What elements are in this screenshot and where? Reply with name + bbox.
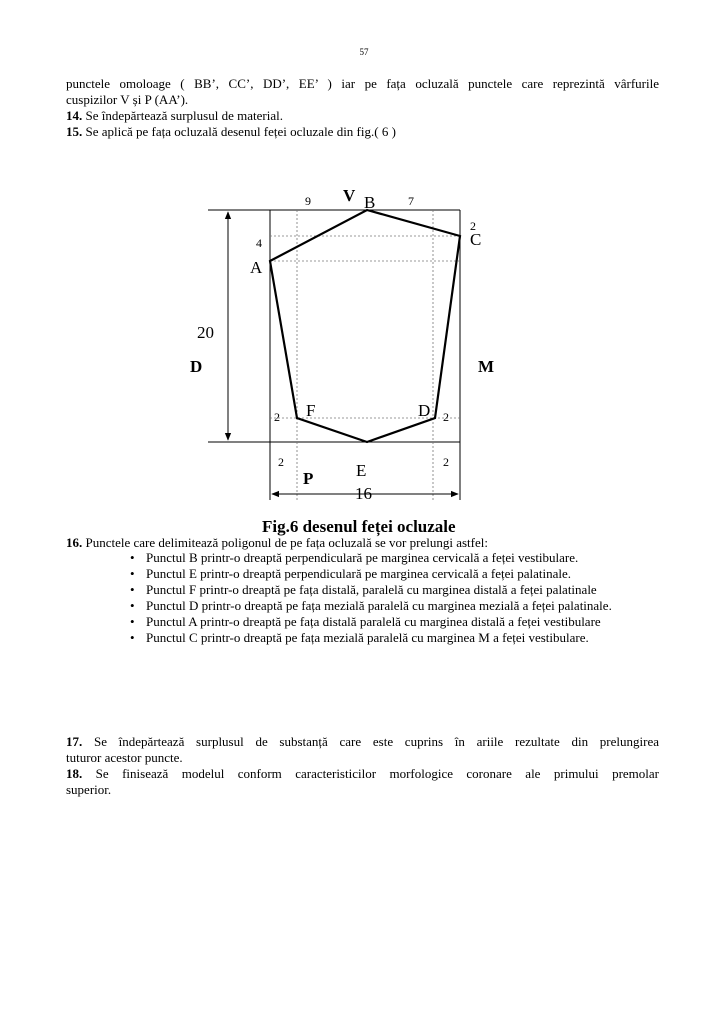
bullet-icon: • [130,550,135,565]
list-item-text: Punctul C printr-o dreaptă pe fața mezială paralelă cu marginea M a feței vestibulare. [146,630,589,645]
occlusal-polygon [270,210,460,442]
list-item [130,550,659,566]
bullet-icon: • [130,598,135,613]
bullet-icon: • [130,630,135,645]
page-number: 57 [359,47,369,57]
intro-line-1: punctele omoloage ( BB’, CC’, DD’, EE’ ) iar pe fața ocluzală punctele care reprezintă vârfurile [66,76,659,91]
label-B: B [364,193,376,212]
label-C: C [470,230,482,249]
label-2-d: 2 [443,410,449,424]
label-A: A [250,258,263,277]
label-16: 16 [355,484,372,503]
list-item [130,566,659,582]
step-16 [66,535,659,551]
label-E: E [356,461,367,480]
label-V: V [343,186,356,205]
step-16-text: Punctele care delimitează poligonul de pe fața ocluzală se vor prelungi astfel: [82,535,488,550]
label-20: 20 [197,323,214,342]
bullet-icon: • [130,566,135,581]
step-18-text: Se finisează modelul conform caracteristicilor morfologice coronare ale primului premolar [82,766,659,781]
step-15-text: Se aplică pe fața ocluzală desenul feței ocluzale din fig.( 6 ) [82,124,396,139]
label-2-f: 2 [274,410,280,424]
list-item [130,630,659,646]
step-17-number: 17. [66,734,83,749]
step-17 [66,734,659,766]
step-16-bullet-list [130,550,659,646]
step-18 [66,766,659,798]
list-item-text: Punctul E printr-o dreaptă perpendiculară pe marginea cervicală a feței palatinale. [146,566,572,581]
list-item-text: Punctul F printr-o dreaptă pe fața distală, paralelă cu marginea distală a feței palatinale [146,582,597,597]
step-15-number: 15. [66,124,83,139]
list-item-text: Punctul A printr-o dreaptă pe fața distală paralelă cu marginea distală a feței vestibulare [146,614,601,629]
figure-caption: Fig.6 desenul feței ocluzale [262,517,456,536]
step-17-line-1 [66,734,659,750]
step-14-number: 14. [66,108,83,123]
step-17-line-2: tuturor acestor puncte. [66,750,183,765]
label-M-side: M [478,357,495,376]
bullet-icon: • [130,582,135,597]
label-F: F [306,401,316,420]
list-item [130,598,659,614]
label-4: 4 [256,236,262,250]
label-P-side: P [303,469,314,488]
bullet-icon: • [130,614,135,629]
label-7: 7 [408,194,414,208]
construction-lines [270,210,460,500]
step-18-line-1 [66,766,659,782]
list-item-text: Punctul B printr-o dreaptă perpendiculară pe marginea cervicală a feței vestibulare. [146,550,579,565]
step-14-text: Se îndepărtează surplusul de material. [82,108,283,123]
intro-line-2: cuspizilor V și P (AA’). [66,92,189,107]
label-D-point: D [418,401,431,420]
step-18-line-2: superior. [66,782,112,797]
list-item [130,614,659,630]
label-2-bottom-right: 2 [443,455,449,469]
step-17-text: Se îndepărtează surplusul de substanță care este cuprins în ariile rezultate din prelungirea [82,734,659,749]
list-item-text: Punctul D printr-o dreaptă pe fața mezială paralelă cu marginea mezială a feței palatinale. [146,598,612,613]
step-16-number: 16. [66,535,83,550]
label-D-side: D [190,357,203,376]
list-item [130,582,659,598]
label-2-c: 2 [470,219,476,233]
label-9: 9 [305,194,311,208]
step-18-number: 18. [66,766,83,781]
label-2-bottom-left: 2 [278,455,284,469]
